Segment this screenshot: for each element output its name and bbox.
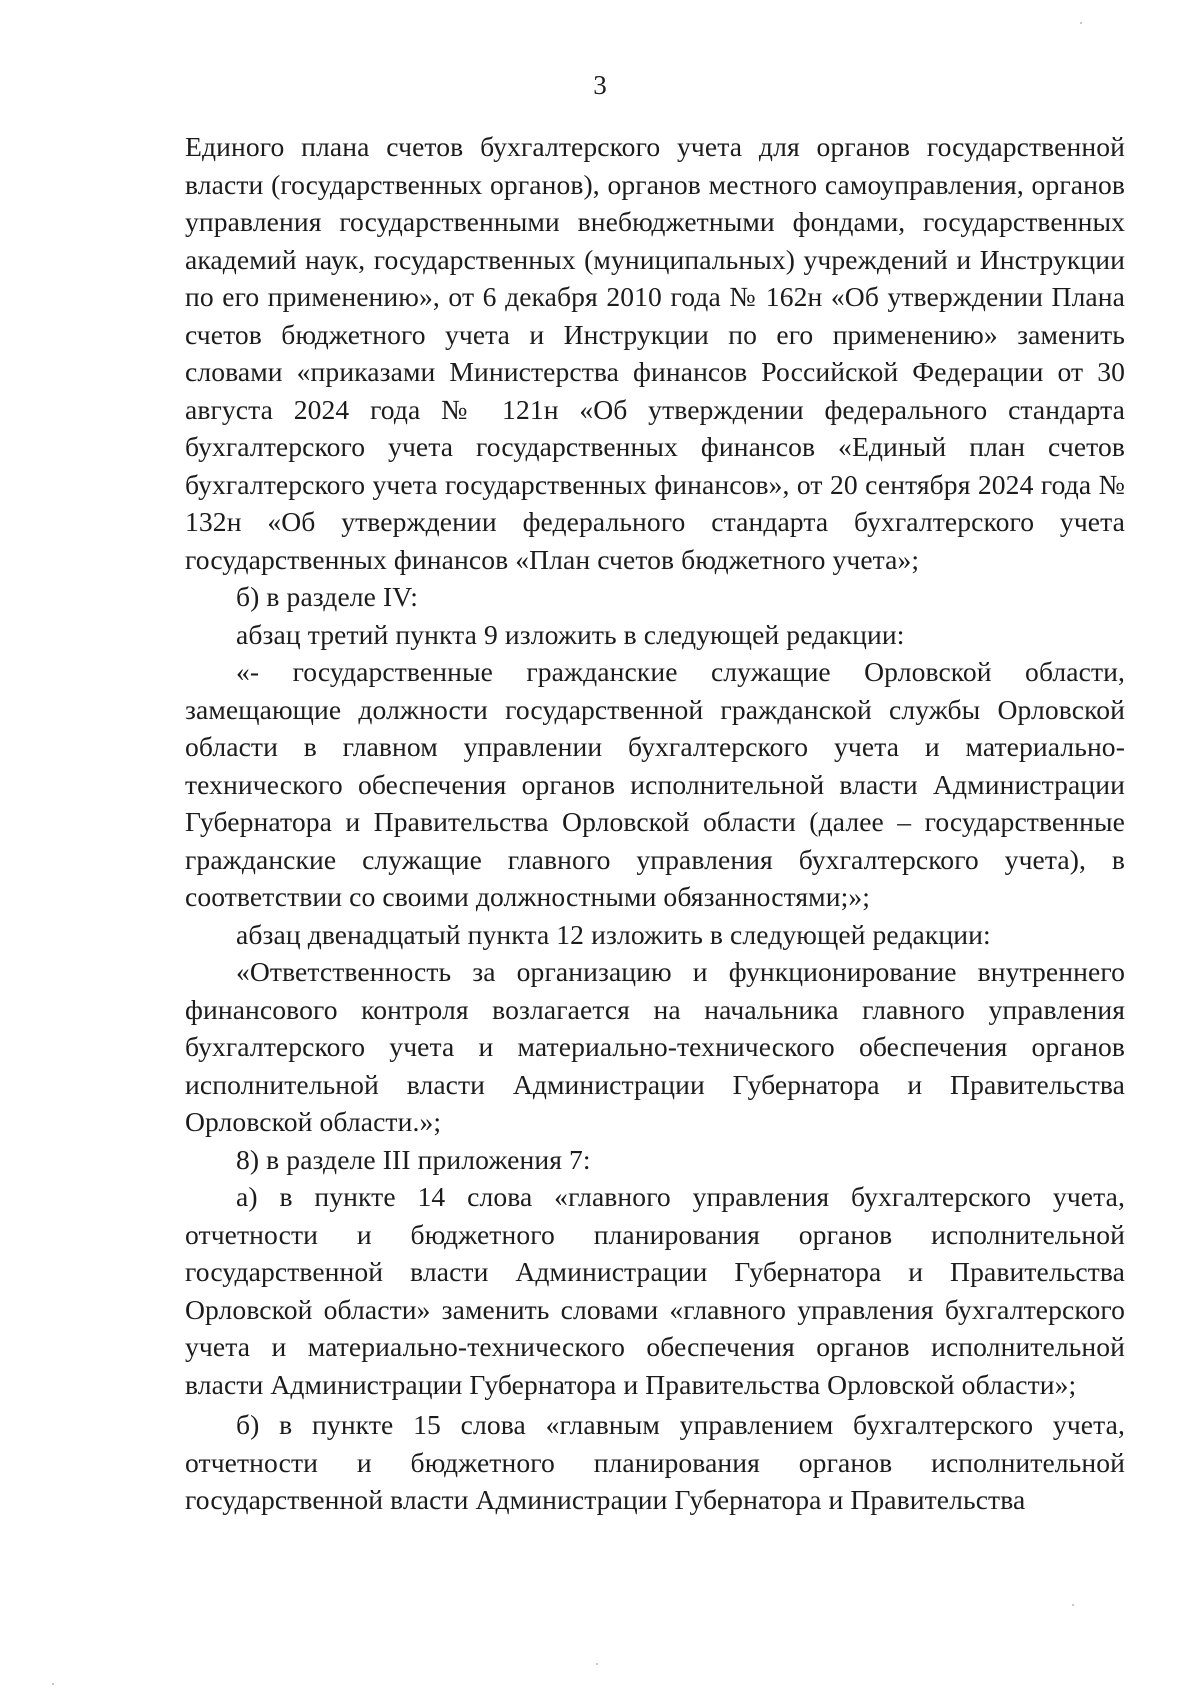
scan-speck [52, 1683, 54, 1685]
scan-speck [1072, 1604, 1074, 1606]
paragraph-item-9-text: «- государственные гражданские служащие Орловской области, замещающие должности государственной гражданской службы Орловской области в главном управлении бухгалтерского учета и материально-технического обеспечения органов исполнительной власти Администрации Губернатора и Правительства Орловской области (далее – государственные гражданские служащие главного управления бухгалтерского учета), в соответствии со своими должностными обязанностями;»; [185, 656, 1125, 912]
paragraph-item-15: б) в пункте 15 слова «главным управлением бухгалтерского учета, отчетности и бюджетного планирования органов исполнительной государственной власти Администрации Губернатора и Правительства [185, 1409, 1125, 1515]
paragraph-item-12-text: «Ответственность за организацию и функционирование внутреннего финансового контроля возлагается на начальника главного управления бухгалтерского учета и материально-технического обеспечения органов исполнительной власти Администрации Губернатора и Правительства Орловской области.»; [185, 956, 1125, 1137]
paragraph-plan-schetov-replacement: Единого плана счетов бухгалтерского учета для органов государственной власти (государственных органов), органов местного самоуправления, органов управления государственными внебюджетными фондами, государственных академий наук, государственных (муниципальных) учреждений и Инструкции по его применению», от 6 декабря 2010 года № 162н «Об утверждении Плана счетов бюджетного учета и Инструкции по его применению» заменить словами «приказами Министерства финансов Российской Федерации от 30 августа 2024 года № 121н «Об утверждении федерального стандарта бухгалтерского учета государственных финансов «Единый план счетов бухгалтерского учета государственных финансов», от 20 сентября 2024 года № 132н «Об утверждении федерального стандарта бухгалтерского учета государственных финансов «План счетов бюджетного учета»; [185, 131, 1125, 575]
page-number: 3 [593, 70, 607, 100]
document-body [185, 128, 1125, 1519]
paragraph-item-14: а) в пункте 14 слова «главного управления бухгалтерского учета, отчетности и бюджетного планирования органов исполнительной государственной власти Администрации Губернатора и Правительства Орловской области» заменить словами «главного управления бухгалтерского учета и материально-технического обеспечения органов исполнительной власти Администрации Губернатора и Правительства Орловской области»; [185, 1181, 1125, 1400]
paragraph-item-12-intro: абзац двенадцатый пункта 12 изложить в следующей редакции: [236, 918, 991, 950]
paragraph-item-9-intro: абзац третий пункта 9 изложить в следующей редакции: [236, 618, 905, 650]
scan-speck [1080, 22, 1082, 24]
paragraph-section-iv: б) в разделе IV: [236, 581, 419, 612]
scan-speck [596, 1663, 598, 1665]
paragraph-appendix-7-section-iii: 8) в разделе III приложения 7: [236, 1143, 591, 1175]
